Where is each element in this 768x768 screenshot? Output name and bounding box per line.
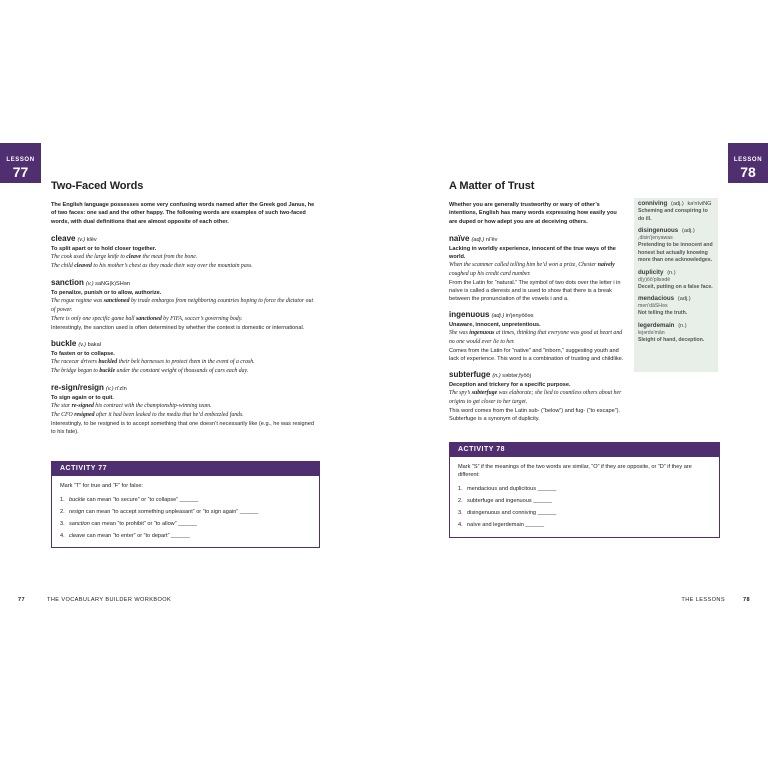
item-text: naïve and legerdemain ______ bbox=[467, 522, 545, 528]
item-word: cleave bbox=[69, 533, 86, 539]
sidebar-entry bbox=[638, 322, 714, 345]
activity-77-box bbox=[51, 461, 320, 548]
part-of-speech: (v.) bbox=[105, 385, 114, 392]
example-text: The child bbox=[51, 262, 75, 269]
definition: Deceit, putting on a false face. bbox=[638, 283, 713, 290]
part-of-speech: (n.) bbox=[492, 372, 501, 379]
activity-item bbox=[458, 509, 711, 517]
headword: re-sign/resign bbox=[51, 382, 104, 392]
item-number: 1. bbox=[60, 497, 65, 503]
example-keyword: sanctioned bbox=[103, 297, 130, 304]
activity-item-list bbox=[60, 496, 311, 540]
pronunciation bbox=[492, 373, 531, 379]
part-of-speech: (adj.) bbox=[471, 236, 485, 243]
phonetic: lejərdə'mān bbox=[638, 329, 665, 336]
example-keyword: cleaved bbox=[74, 262, 92, 269]
example-keyword: subterfuge bbox=[471, 389, 498, 396]
activity-item bbox=[60, 496, 311, 504]
item-text: can mean “to secure” or “to collapse” ______ bbox=[85, 497, 199, 503]
headword: cleave bbox=[51, 233, 76, 243]
sidebar-headword-line bbox=[638, 322, 714, 330]
vocab-entry bbox=[51, 278, 318, 332]
example-sentence bbox=[51, 262, 318, 271]
vocab-entry bbox=[51, 339, 318, 376]
activity-header: ACTIVITY 77 bbox=[52, 462, 319, 476]
section-title: THE LESSONS bbox=[681, 597, 725, 603]
page-title: Two-Faced Words bbox=[51, 180, 144, 192]
example-sentence bbox=[51, 367, 318, 376]
pronunciation bbox=[471, 237, 497, 243]
example-text: his contract with the championship-winning team. bbox=[93, 402, 212, 409]
definition: To fasten or to collapse. bbox=[51, 350, 115, 357]
item-text: disingenuous and conniving ______ bbox=[467, 510, 557, 516]
phonetic: bakal bbox=[87, 341, 101, 348]
phonetic: nī'ēv bbox=[485, 236, 498, 243]
item-word: buckle bbox=[69, 497, 86, 503]
phonetic: men'dāSHəs bbox=[638, 303, 668, 309]
headword: mendacious bbox=[638, 295, 675, 302]
example-text: The cook used the large knife to bbox=[51, 253, 127, 260]
activity-item-list bbox=[458, 485, 711, 529]
headword: conniving bbox=[638, 200, 668, 207]
headword: legerdemain bbox=[638, 321, 675, 329]
item-text: can mean “to accept something unpleasant” or “to sign again” ______ bbox=[84, 509, 259, 515]
intro-paragraph: Whether you are generally trustworthy or wary of other’s intentions, English has many words expressing how easily you are duped or how adept you are at deceiving others. bbox=[449, 202, 617, 225]
usage-note: From the Latin for “natural.” The symbol of two dots over the letter i in naïve is called a dieresis and is used to show that there is a break between the pronunciation of the vowels i and a. bbox=[449, 279, 621, 302]
sidebar-headword-line bbox=[638, 200, 714, 208]
example-sentence bbox=[51, 297, 318, 315]
part-of-speech: (adj.) bbox=[491, 312, 505, 319]
example-text: The racecar drivers bbox=[51, 358, 99, 365]
lesson-tab-77 bbox=[0, 143, 41, 183]
vocab-entry bbox=[51, 383, 318, 436]
definition: Pretending to be innocent and honest but actually knowing more than one acknowledges. bbox=[638, 242, 713, 263]
example-keyword: ingenuous bbox=[469, 329, 495, 336]
sidebar-headword-line bbox=[638, 227, 714, 235]
sidebar-headword-line bbox=[638, 295, 714, 303]
headword: naïve bbox=[449, 233, 470, 243]
item-number: 3. bbox=[60, 521, 65, 527]
example-keyword: resigned bbox=[74, 411, 95, 418]
headword: subterfuge bbox=[449, 369, 491, 379]
sidebar-entry bbox=[638, 295, 714, 318]
definition: Sleight of hand, deception. bbox=[638, 336, 705, 343]
example-sentence bbox=[51, 411, 318, 420]
phonetic: ,disin'jenyawas bbox=[638, 235, 673, 241]
footer-right bbox=[681, 597, 750, 603]
part-of-speech: (n.) bbox=[667, 269, 676, 276]
phonetic: səbtər,fyōōj bbox=[502, 372, 531, 379]
example-text: coughed up his credit card number. bbox=[449, 270, 531, 277]
example-sentence bbox=[51, 402, 318, 411]
activity-instruction: Mark “S” if the meanings of the two words are similar, “O” if they are opposite, or “D” if they are different: bbox=[458, 464, 692, 478]
usage-note: Interestingly, to be resigned is to accept something that one doesn’t necessarily like (e.g., he was resigned to his fate). bbox=[51, 420, 314, 435]
entry-headword-line bbox=[51, 234, 318, 245]
example-keyword: buckled bbox=[98, 358, 118, 365]
example-sentence bbox=[449, 389, 625, 407]
sidebar-entry-list bbox=[634, 200, 718, 344]
left-page-content bbox=[51, 180, 318, 443]
example-text: The spy’s bbox=[449, 389, 472, 396]
headword: ingenuous bbox=[449, 309, 490, 319]
activity-item bbox=[60, 520, 311, 528]
example-text: after it had been leaked to the media that he’d embezzled funds. bbox=[94, 411, 244, 418]
intro-paragraph: The English language possesses some very confusing words named after the Greek god Janus, he of two faces: one sad and the other happy. The following words are examples of such two-faced words, with dual definitions that are almost opposite of each other. bbox=[51, 202, 315, 225]
item-text: mendacious and duplicitous ______ bbox=[467, 486, 557, 492]
example-sentence bbox=[51, 253, 318, 262]
example-text: their belt harnesses to protect them in the event of a crash. bbox=[117, 358, 255, 365]
item-text: can mean “to prohibit” or “to allow” ______ bbox=[89, 521, 197, 527]
phonetic: klēv bbox=[86, 236, 97, 243]
item-word: sanction bbox=[69, 521, 90, 527]
phonetic: in'jenyōōəs bbox=[505, 312, 534, 319]
activity-instruction: Mark “T” for true and “F” for false: bbox=[60, 483, 143, 489]
page-number: 77 bbox=[18, 597, 26, 603]
phonetic: saNG(k)SHən bbox=[95, 280, 130, 287]
part-of-speech: (v.) bbox=[85, 280, 94, 287]
lesson-label: LESSON bbox=[6, 157, 35, 163]
activity-78-box bbox=[449, 442, 720, 538]
phonetic: d(y)ōō'plisədē bbox=[638, 276, 671, 283]
activity-item bbox=[60, 532, 311, 540]
definition: Not telling the truth. bbox=[638, 310, 688, 316]
usage-note: Comes from the Latin for “native” and “inborn,” suggesting youth and lack of experience. This word is a combination of trusting and childlike. bbox=[449, 347, 624, 362]
pronunciation bbox=[77, 237, 96, 243]
part-of-speech: (v.) bbox=[78, 341, 87, 348]
definition: To penalize, punish or to allow, authorize. bbox=[51, 289, 162, 296]
example-text: When the scammer called telling him he’d won a prize, Chester bbox=[449, 261, 598, 268]
usage-note: Interestingly, the sanction used is often determined by whether the context is domestic or international. bbox=[51, 324, 305, 331]
item-text: can mean “to enter” or “to depart” ______ bbox=[85, 533, 190, 539]
sidebar-entry bbox=[638, 269, 714, 292]
definition: Deception and trickery for a specific purpose. bbox=[449, 381, 571, 388]
example-text: There is only one specific game ball bbox=[51, 315, 136, 322]
item-number: 1. bbox=[458, 486, 463, 492]
definition: Scheming and conspiring to do ill. bbox=[638, 208, 708, 222]
phonetic: ri'zīn bbox=[115, 385, 127, 392]
example-keyword: re-signed bbox=[71, 402, 94, 409]
vocab-entry bbox=[449, 370, 625, 423]
headword: disingenuous bbox=[638, 227, 679, 234]
entry-list bbox=[51, 234, 318, 436]
lesson-tab-78 bbox=[728, 143, 768, 183]
definition: Unaware, innocent, unpretentious. bbox=[449, 321, 541, 328]
pronunciation bbox=[78, 342, 101, 348]
sidebar-headword-line bbox=[638, 269, 714, 277]
item-text: subterfuge and ingenuous ______ bbox=[467, 498, 552, 504]
example-sentence bbox=[51, 315, 318, 324]
headword: duplicity bbox=[638, 268, 664, 276]
headword: sanction bbox=[51, 277, 84, 287]
part-of-speech: (adj.) bbox=[681, 228, 695, 234]
lesson-label: LESSON bbox=[733, 157, 763, 163]
lesson-number: 77 bbox=[12, 164, 29, 180]
example-keyword: sanctioned bbox=[135, 315, 162, 322]
example-text: The rogue regime was bbox=[51, 297, 104, 304]
vocab-entry bbox=[51, 234, 318, 271]
part-of-speech: (adj.) bbox=[670, 201, 684, 207]
example-text: to his mother’s chest as they made their way over the mountain pass. bbox=[91, 262, 253, 269]
example-text: under the constant weight of thousands of cars each day. bbox=[115, 367, 249, 374]
example-text: The bridge began to bbox=[51, 367, 100, 374]
activity-item bbox=[458, 521, 711, 529]
example-keyword: cleave bbox=[126, 253, 142, 260]
vocab-entry bbox=[449, 310, 625, 363]
example-text: was elaborate; she lied to countless others about her origins to get closer to her target. bbox=[449, 389, 622, 405]
activity-header: ACTIVITY 78 bbox=[450, 443, 719, 457]
page-title: A Matter of Trust bbox=[449, 180, 535, 192]
activity-item bbox=[60, 508, 311, 516]
item-number: 4. bbox=[60, 533, 65, 539]
example-text: by trade embargos from neighboring countries hoping to force the dictator out of power. bbox=[51, 297, 314, 313]
definition: To sign again or to quit. bbox=[51, 394, 114, 401]
pronunciation bbox=[106, 386, 127, 392]
part-of-speech: (adj.) bbox=[677, 296, 691, 302]
part-of-speech: (v.) bbox=[77, 236, 86, 243]
example-sentence bbox=[51, 358, 318, 367]
headword: buckle bbox=[51, 338, 77, 348]
example-text: the meat from the bone. bbox=[141, 253, 198, 260]
entry-list bbox=[449, 234, 625, 423]
item-number: 2. bbox=[60, 509, 65, 515]
entry-headword-line bbox=[51, 278, 318, 289]
entry-headword-line bbox=[51, 383, 318, 394]
activity-item bbox=[458, 485, 711, 493]
usage-note: This word comes from the Latin sub- (“below”) and fug- (“to escape”). Subterfuge is a synonym of duplicity. bbox=[449, 407, 620, 422]
vocab-entry bbox=[449, 234, 625, 303]
footer-left bbox=[18, 597, 171, 603]
example-text: by FIFA, soccer’s governing body. bbox=[161, 315, 243, 322]
item-number: 4. bbox=[458, 522, 463, 528]
book-title: THE VOCABULARY BUILDER WORKBOOK bbox=[47, 597, 172, 603]
definition: To split apart or to hold closer together. bbox=[51, 245, 157, 252]
sidebar-entry bbox=[638, 227, 714, 265]
phonetic: kə'nīviNG bbox=[687, 201, 712, 207]
entry-headword-line bbox=[449, 370, 625, 381]
lesson-number: 78 bbox=[740, 164, 756, 180]
example-keyword: naively bbox=[597, 261, 615, 268]
example-keyword: buckle bbox=[99, 367, 116, 374]
pronunciation bbox=[491, 313, 533, 319]
page-number: 78 bbox=[742, 597, 750, 603]
example-sentence bbox=[449, 329, 625, 347]
sidebar-entry bbox=[638, 200, 714, 223]
entry-headword-line bbox=[51, 339, 318, 350]
entry-headword-line bbox=[449, 310, 625, 321]
item-word: resign bbox=[69, 509, 85, 515]
part-of-speech: (n.) bbox=[678, 322, 687, 329]
synonym-sidebar bbox=[634, 198, 718, 372]
example-text: The CFO bbox=[51, 411, 75, 418]
example-text: She was bbox=[449, 329, 470, 336]
example-text: The star bbox=[51, 402, 72, 409]
definition: Lacking in worldly experience, innocent of the true ways of the world. bbox=[449, 245, 616, 260]
item-number: 2. bbox=[458, 498, 463, 504]
activity-item bbox=[458, 497, 711, 505]
example-sentence bbox=[449, 261, 625, 279]
example-text: at times, thinking that everyone was good at heart and no one would ever lie to her. bbox=[449, 329, 623, 345]
item-number: 3. bbox=[458, 510, 463, 516]
pronunciation bbox=[86, 281, 130, 287]
entry-headword-line bbox=[449, 234, 625, 245]
